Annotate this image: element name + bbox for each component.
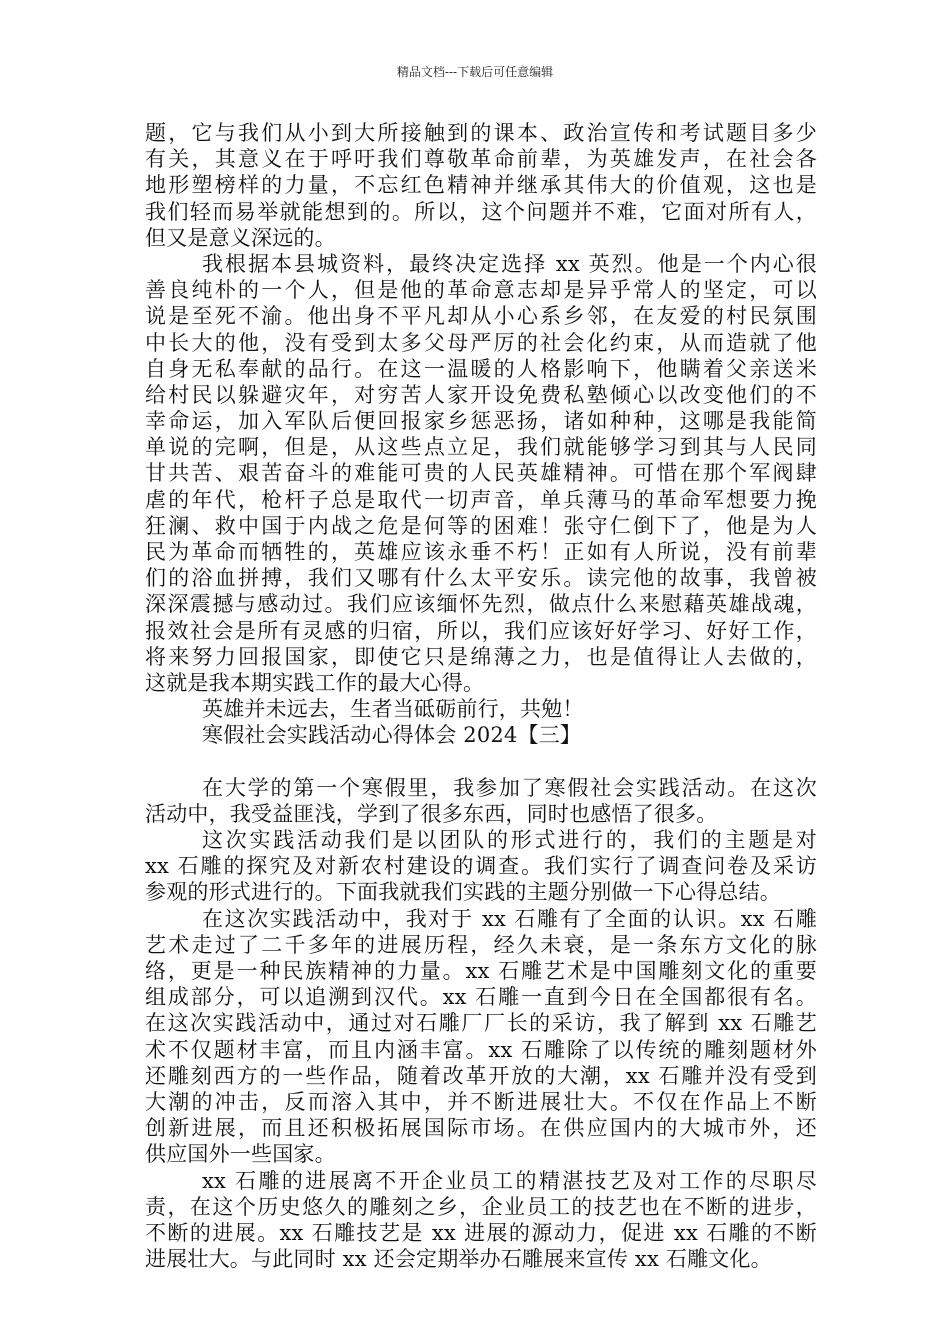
text-line: 将来努力回报国家，即使它只是绵薄之力，也是值得让人去做的， [145,644,817,669]
text-line: 活动中，我受益匪浅，学到了很多东西，同时也感悟了很多。 [145,801,718,826]
text-line: 幸命运，加入军队后便回报家乡惩恶扬，诸如种种，这哪是我能简 [145,409,817,434]
paragraph-start-line: xx 石雕的进展离不开企业员工的精湛技艺及对工作的尽职尽 [202,1168,817,1193]
text-line: 地形塑榜样的力量，不忘红色精神并继承其伟大的价值观，这也是 [145,173,817,198]
text-line: 这就是我本期实践工作的最大心得。 [145,670,485,695]
paragraph-start-line: 在这次实践活动中，我对于 xx 石雕有了全面的认识。xx 石雕 [202,906,817,931]
text-line: 虐的年代，枪杆子总是取代一切声音，单兵薄马的革命军想要力挽 [145,487,817,512]
text-line: 深深震撼与感动过。我们应该缅怀先烈，做点什么来慰藉英雄战魂， [145,592,817,617]
text-line: 大潮的冲击，反而溶入其中，并不断进展壮大。不仅在作品上不断 [145,1089,817,1114]
paragraph-start-line: 我根据本县城资料，最终决定选择 xx 英烈。他是一个内心很 [202,251,817,276]
text-line: 术不仅题材丰富，而且内涵丰富。xx 石雕除了以传统的雕刻题材外 [145,1037,817,1062]
section-heading: 寒假社会实践活动心得体会 2024【三】 [202,723,582,748]
text-line: 供应国外一些国家。 [145,1142,336,1167]
text-line: 给村民以躲避灾年，对穷苦人家开设免费私塾倾心以改变他们的不 [145,382,817,407]
text-line: 民为革命而牺牲的，英雄应该永垂不朽！正如有人所说，没有前辈 [145,540,817,564]
text-line: 还雕刻西方的一些作品，随着改革开放的大潮，xx 石雕并没有受到 [145,1063,817,1088]
text-line: 组成部分，可以追溯到汉代。xx 石雕一直到今日在全国都很有名。 [145,985,817,1010]
text-line: 们的浴血拼搏，我们又哪有什么太平安乐。读完他的故事，我曾被 [145,566,817,591]
text-line: 不断的进展。xx 石雕技艺是 xx 进展的源动力，促进 xx 石雕的不断 [145,1220,817,1245]
text-line: 进展壮大。与此同时 xx 还会定期举办石雕展来宣传 xx 石雕文化。 [145,1247,772,1272]
document-body [145,120,817,1272]
text-line: 络，更是一种民族精神的力量。xx 石雕艺术是中国雕刻文化的重要 [145,959,817,983]
text-line: 报效社会是所有灵感的归宿，所以，我们应该好好学习、好好工作， [145,618,817,643]
paragraph-start-line: 这次实践活动我们是以团队的形式进行的，我们的主题是对 [202,828,817,853]
text-line: 善良纯朴的一个人，但是他的革命意志却是异乎常人的坚定，可以 [145,278,817,303]
text-line: 艺术走过了二千多年的进展历程，经久未衰，是一条东方文化的脉 [145,932,817,957]
text-line: 有关，其意义在于呼吁我们尊敬革命前辈，为英雄发声，在社会各 [145,147,817,172]
closing-line: 英雄并未远去，生者当砥砺前行，共勉！ [202,697,584,722]
text-line: 狂澜、救中国于内战之危是何等的困难！张守仁倒下了，他是为人 [145,513,817,538]
text-line: xx 石雕的探究及对新农村建设的调查。我们实行了调查问卷及采访 [145,854,817,879]
text-line: 题，它与我们从小到大所接触到的课本、政治宣传和考试题目多少 [145,121,817,145]
paragraph-start-line: 在大学的第一个寒假里，我参加了寒假社会实践活动。在这次 [202,775,817,800]
blank-line [145,749,817,775]
text-line: 参观的形式进行的。下面我就我们实践的主题分别做一下心得总结。 [145,880,781,905]
text-line: 在这次实践活动中，通过对石雕厂厂长的采访，我了解到 xx 石雕艺 [145,1011,817,1036]
text-line: 单说的完啊，但是，从这些点立足，我们就能够学习到其与人民同 [145,435,817,460]
text-line: 自身无私奉献的品行。在这一温暖的人格影响下，他瞒着父亲送米 [145,356,817,381]
text-line: 责，在这个历史悠久的雕刻之乡，企业员工的技艺也在不断的进步， [145,1194,817,1219]
text-line: 说是至死不渝。他出身不平凡却从小心系乡邻，在友爱的村民氛围 [145,304,817,329]
text-line: 中长大的他，没有受到太多父母严厉的社会化约束，从而造就了他 [145,330,817,355]
text-line: 甘共苦、艰苦奋斗的难能可贵的人民英雄精神。可惜在那个军阀肆 [145,461,817,486]
text-line: 创新进展，而且还积极拓展国际市场。在供应国内的大城市外，还 [145,1116,817,1141]
text-line: 但又是意义深远的。 [145,225,336,250]
page-header: 精品文档---下载后可任意编辑 [396,65,554,79]
text-line: 我们轻而易举就能想到的。所以，这个问题并不难，它面对所有人， [145,199,817,224]
